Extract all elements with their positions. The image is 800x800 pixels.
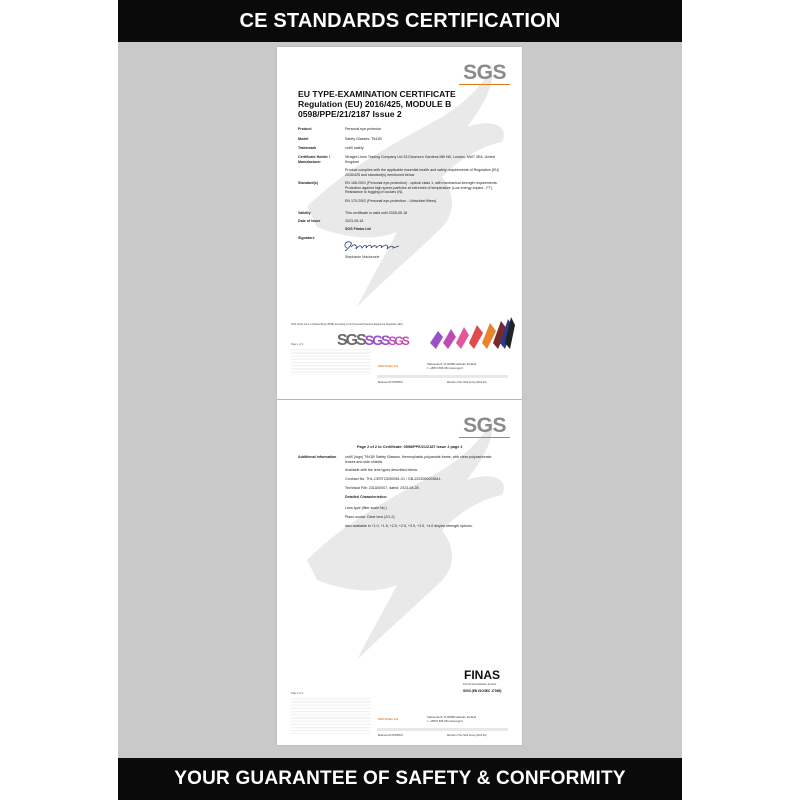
page-1-number: Page 1 of 2 [291,343,304,346]
page-2-member: Member of the SGS Group (SGS SA) [447,734,487,737]
field-date: Date of issue 2023-05-18 [298,219,364,223]
field-issuer: SGS Fimko Ltd [345,227,371,231]
header-banner: CE STANDARDS CERTIFICATION [118,0,682,42]
title-line-1: EU TYPE-EXAMINATION CERTIFICATE [298,89,456,99]
page-1-address: Takomotie 8, FI-00380 Helsinki, Finland [427,362,477,366]
page-2-phone: t: +358 9 696 361 www.sgs.fi [427,719,463,723]
info-line-8: also available in +1.0, +1.5, +2.0, +2.5, +3.0, +3.5, +4.0 dioptre strength options. [345,524,473,528]
right-margin [682,0,800,800]
info-line-6: Lens type (filter scale No.) [345,506,387,510]
field-standards: Standard(s) EN 166:2001 (Personal eye-protection) - optical class 1, with mechanical strength requirements: Protection against high speed particles at extremes of temperature (Low energy impact - FT). Resistance to fogging of oculars (N). [298,181,498,195]
field-holder: Certificate Holder / Manufacturer Straight Lines Trading Company Ltd 33 Dicomoro Gardens Mill Hill, London, NW7 3EA, United Kingdom [298,155,496,164]
field-signature: Signature [298,236,315,240]
sgs-logo: SGS [463,414,506,437]
footer-banner: YOUR GUARANTEE OF SAFETY & CONFORMITY [118,758,682,800]
page-2-company: SGS Fimko Ltd [378,717,399,721]
page-2-header: Page 2 of 2 to Certificate: 0598/PPE/21/2187 Issue 2 page 2 [357,445,463,449]
field-trademark: Trademark voltX safety [298,146,364,150]
page-2-address: Takomotie 8, FI-00380 Helsinki, Finland [427,715,477,719]
finas-code: S003 (EN ISO/IEC 17065) [463,689,502,693]
additional-info-label: Additional information [298,455,337,459]
info-line-5: Detailed Characteristics: [345,495,388,499]
left-margin [0,0,118,800]
title-line-3: 0598/PPE/21/2187 Issue 2 [298,109,402,119]
info-line-7: Plano ocular: Clear lens (2/1.2) [345,515,395,519]
field-standard-2: EN 170:2002 (Personal eye-protection - Ultraviolet filters). [345,199,438,203]
info-line-3: Contract No: THL-CERT23050051-01 / GB-2023050003841. [345,477,442,481]
finas-subtitle: Finnish Accreditation Service [463,683,497,686]
page-1-phone: t: +358 9 696 361 www.sgs.fi [427,366,463,370]
page-1-business-id: Business ID 0378659-5 [378,381,403,384]
sgs-logo: SGS [463,61,506,84]
info-line-1: voltX (logo) T941B Safety Glasses, thermoplastic polyamide frame, with clear polycarbonate lenses and side shields. [345,455,492,464]
notified-body-line: SGS Fimko Ltd is a Notified Body (0598) according to the Personal Protective Equipment Regulation (EU) [291,323,403,326]
certificate-page-1 [277,47,522,399]
fine-print-block [291,698,371,734]
page-2-number: Page 2 of 2 [291,692,304,695]
page-1-member: Member of the SGS Group (SGS SA) [447,381,487,384]
handwritten-signature [329,237,409,253]
certificate-page-2 [277,400,522,745]
page-2-business-id: Business ID 0378659-5 [378,734,403,737]
certificate-title [298,89,456,119]
fine-print-block [291,349,371,375]
info-line-2: Available with the lens types described below. [345,468,418,472]
field-product: Product Personal eye-protector [298,127,382,131]
field-compliance: Product complies with the applicable essential health and safety requirements of Regulation (EU) 2016/425 and standard(s) mentioned below [345,168,500,177]
field-model: Model Safety Glasses: T941B [298,137,382,141]
info-line-4: Technical File: 231A00007, dated: 2023-04-28. [345,486,420,490]
page-1-company: SGS Fimko Ltd [378,364,399,368]
page-2-footer-bar [377,728,508,731]
sgs-wordmark-row: SGSSGSSGS [337,332,408,349]
title-line-2: Regulation (EU) 2016/425, MODULE B [298,99,452,109]
signer-name: Stephanie Mackenzie [345,255,380,259]
finas-logo: FINAS [464,668,500,682]
page-1-footer-bar [377,375,508,378]
field-validity: Validity This certificate is valid until 2028-05-18 [298,211,408,215]
